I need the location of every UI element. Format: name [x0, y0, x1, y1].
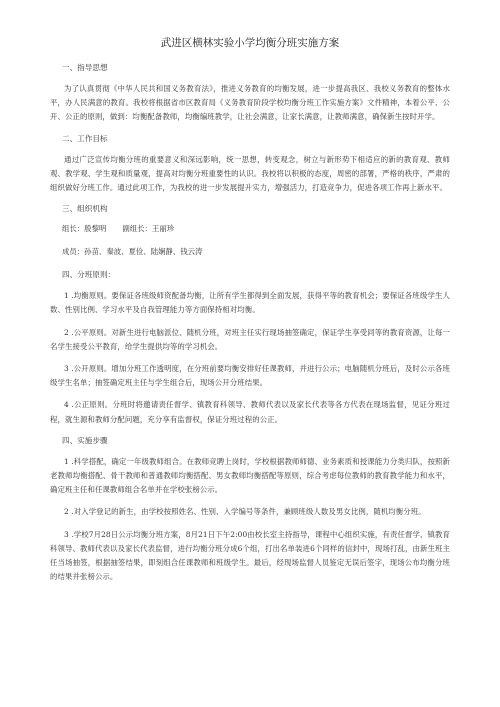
section-heading-goal: 二、工作目标: [62, 133, 108, 143]
org-leaders-line: [62, 223, 450, 235]
step-item: 2 .对入学登记的新生，由学校按照姓名、性别、入学编号等条件，兼顾班级人数及男女比例，随机均衡分班。: [64, 507, 426, 517]
org-members: 成员：孙苗、秦波、夏俭、陆娴静、钱云涛: [62, 247, 203, 257]
paragraph-guiding: 为了认真贯彻《中华人民共和国义务教育法》，推进义务教育的均衡发展，进一步提高我区、我校义务教育的整体水平，办人民满意的教育。我校将根据省市区教育局《义务教育阶段学校均衡分班工作实施方案》文件精神，本着公平、公开、公正的原则，做到：均衡配备教师，均衡编班教学，让社会满意，让家长满意，让教师满意，确保新生按时开学。: [50, 84, 450, 122]
org-leader: 组长：殷黎明: [62, 224, 107, 234]
page-title: 武进区横林实验小学均衡分班实施方案: [160, 37, 340, 49]
section-heading-org: 三、组织机构: [62, 204, 108, 214]
principle-item: 1 .均衡原则。要保证各班级师资配备均衡，让所有学生都得到全面发展，获得平等的教育机会；要保证各班级学生人数、性别比例、学习水平及自我管理能力等方面保持相对均衡。: [50, 291, 450, 315]
org-deputy: 副组长：王丽珍: [122, 224, 175, 234]
step-item: 1 .科学搭配，确定一年级教师组合。在教师竞聘上岗时，学校根据教师师德、业务素质和授课能力分类归队，按照新老教师均衡搭配、骨干教师和普通教师均衡搭配、男女教师均衡搭配等原则，综合考虑每位教师的教育教学能力和水平，确定班主任和任课教师组合名单并在学校张榜公示。: [50, 456, 450, 495]
paragraph-goal: 通过广泛宣传均衡分班的重要意义和深远影响，统一思想，转变观念，树立与新形势下相适应的新的教育观、教师观、教学观、学生观和质量观，提高对均衡分班重要性的认识。我校将以积极的态度，周密的部署，严格的秩序，严肃的组织做好分班工作。通过此项工作，为我校的进一步发展提升实力，增强活力，打造竞争力，促进各项工作再上新水平。: [50, 154, 450, 193]
principle-item: 2 .公平原则。对新生进行电脑派位、随机分班，对班主任实行现场抽签确定，保证学生享受同等的教育资源，让每一名学生接受公平教育，给学生提供均等的学习机会。: [50, 327, 450, 351]
step-item: 3 .学校7月28日公示均衡分班方案，8月21日下午2:00由校长室主持指导，课程中心组织实施，有责任督学、镇教育科领导、教师代表以及家长代表监督，进行均衡分班分成6个组，打出名单装进6个同样的信封中，现场打乱，由新生班主任当场抽签，根据抽签结果，即刻组合任课教师和班级学生。最后，经现场监督人员鉴定无误后签字，现场公布均衡分班的结果并张榜公示。: [50, 529, 450, 582]
section-heading-steps: 四、实施步骤: [62, 435, 108, 445]
principle-item: 4 .公正原则。分班时将邀请责任督学、镇教育科领导、教师代表以及家长代表等各方代表在现场监督，见证分班过程，就生源和教师分配问题，充分享有监督权，保证分班过程的公正。: [50, 400, 450, 424]
section-heading-principles: 四、分班原则：: [62, 270, 116, 280]
section-heading-guiding: 一、指导思想: [62, 63, 108, 72]
principle-item: 3 .公开原则。增加分班工作透明度，在分班前要均衡安排好任课教师，并进行公示；电脑随机分班后，及时公示各班级学生名单；抽签确定班主任与学生组合后，现场公开分班结果。: [50, 364, 450, 388]
